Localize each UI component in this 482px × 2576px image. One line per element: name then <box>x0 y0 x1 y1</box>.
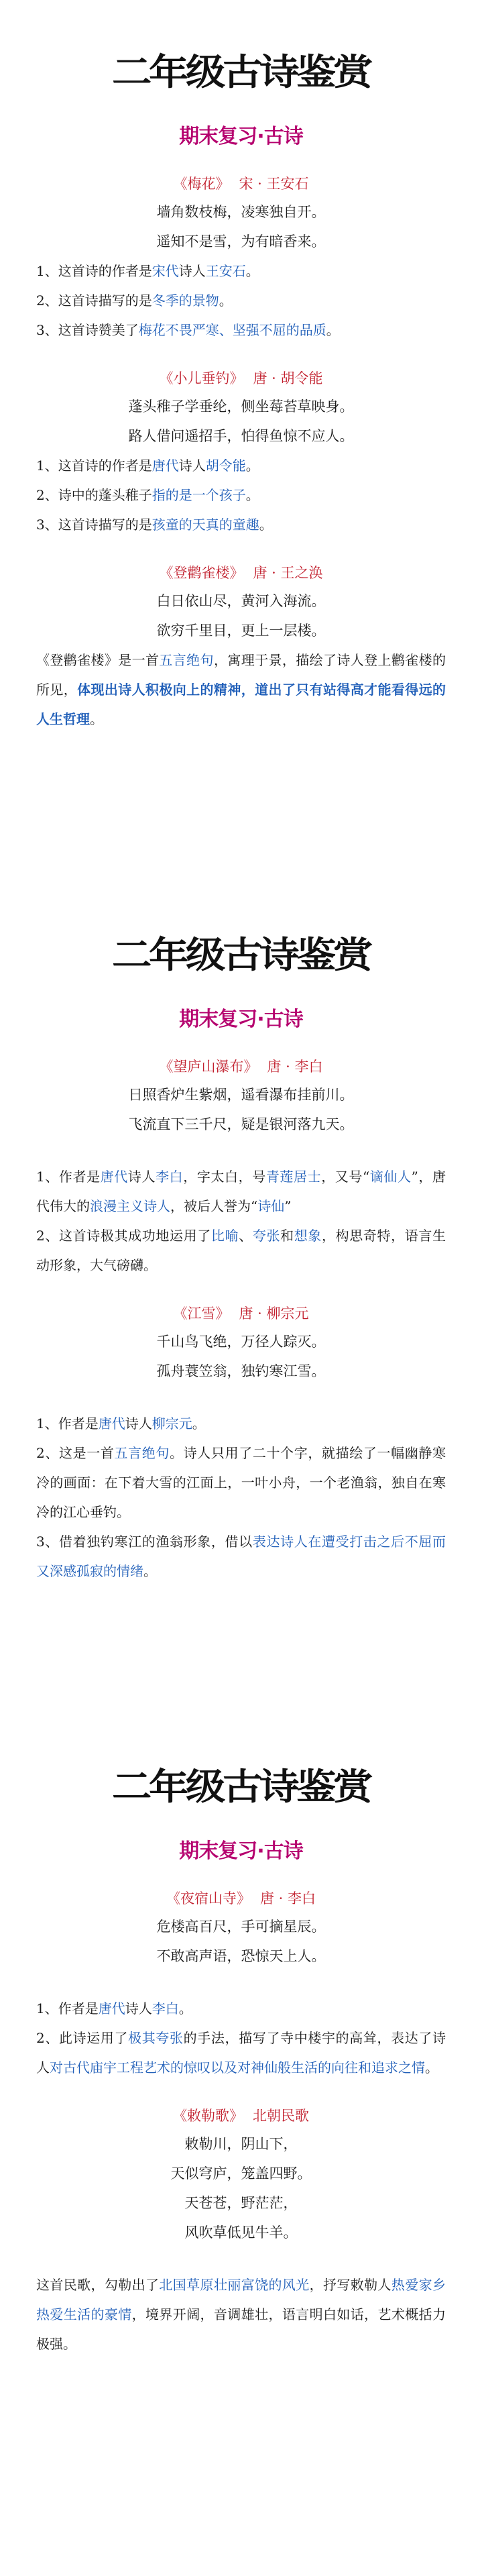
note-text: ，又号“ <box>321 1169 370 1185</box>
highlight-text: 浪漫主义诗人 <box>90 1198 170 1214</box>
note-text: 1、这首诗的作者是 <box>36 458 152 474</box>
poem-line: 千山鸟飞绝，万径人踪灭。 <box>156 1334 326 1350</box>
highlight-text: 唐代 <box>98 1415 125 1432</box>
note-paragraph <box>36 2023 446 2082</box>
note-text: 3、这首诗描写的是 <box>36 517 152 533</box>
section-subtitle: 期末复习·古诗 <box>179 1008 303 1031</box>
highlight-text: 胡令能 <box>205 458 246 474</box>
highlight-text: 宋代 <box>152 263 179 279</box>
poem-author: 北朝民歌 <box>253 2108 309 2124</box>
note-text: ，字太白，号 <box>183 1169 266 1185</box>
poem-line: 日照香炉生紫烟，遥看瀑布挂前川。 <box>128 1087 354 1103</box>
poem-heading <box>36 170 446 197</box>
poem-line: 蓬头稚子学垂纶，侧坐莓苔草映身。 <box>128 398 354 415</box>
note-paragraph <box>36 1409 446 1438</box>
spacer <box>36 2247 446 2270</box>
poem-line: 风吹草低见牛羊。 <box>184 2224 298 2241</box>
note-paragraph <box>36 510 446 539</box>
poem-author: 唐 · 李白 <box>267 1059 323 1075</box>
note-text: ” <box>284 1198 292 1214</box>
highlight-text: 谪仙人 <box>369 1169 412 1185</box>
note-text: 2、此诗运用了 <box>36 2030 129 2046</box>
poem-block <box>36 1300 446 1586</box>
note-text: 2、这是一首 <box>36 1445 115 1461</box>
note-text: ”，唐代伟大的 <box>36 1169 446 1214</box>
page-title: 二年级古诗鉴赏 <box>111 51 370 93</box>
page-title: 二年级古诗鉴赏 <box>111 934 370 976</box>
note-text: 诗人 <box>125 1415 152 1432</box>
highlight-text: 比喻 <box>210 1228 239 1244</box>
poem-block <box>36 365 446 539</box>
poem-block <box>36 170 446 345</box>
note-text: 这首民歌，勾勒出了 <box>36 2277 160 2293</box>
poem-name: 《登鹳雀楼》 <box>159 565 244 581</box>
highlight-text: 想象 <box>294 1228 322 1244</box>
poem-line: 危楼高百尺，手可摘星辰。 <box>156 1919 326 1935</box>
poem-line: 孤舟蓑笠翁，独钓寒江雪。 <box>156 1363 326 1379</box>
highlight-text: 五言绝句 <box>159 652 214 668</box>
note-paragraph <box>36 1527 446 1586</box>
note-text: 2、这首诗极其成功地运用了 <box>36 1228 211 1244</box>
highlight-text: 五言绝句 <box>114 1445 170 1461</box>
note-text: 。 <box>219 292 233 309</box>
poem-heading <box>36 1300 446 1327</box>
poem-heading <box>36 1885 446 1912</box>
note-text: 2、这首诗描写的是 <box>36 292 152 309</box>
note-text: 。诗人只用了二十个字，就描绘了一幅幽静寒冷的画面：在下着大雪的江面上，一叶小舟，一个老渔翁，独自在寒冷的江心垂钓。 <box>36 1445 446 1520</box>
note-text: 。 <box>245 458 259 474</box>
note-text: 《登鹳雀楼》是一首 <box>36 652 160 668</box>
note-text: 3、这首诗赞美了 <box>36 322 139 338</box>
poem-line: 遥知不是雪，为有暗香来。 <box>156 233 326 250</box>
note-paragraph <box>36 645 446 734</box>
highlight-text: 指的是一个孩子 <box>152 487 246 503</box>
poem-heading <box>36 365 446 392</box>
note-text: 。 <box>178 2000 192 2017</box>
note-text: ，抒写敕勒人 <box>309 2277 391 2293</box>
note-paragraph <box>36 480 446 510</box>
poem-author: 唐 · 李白 <box>259 1890 316 1907</box>
note-paragraph <box>36 2270 446 2359</box>
poem-line: 不敢高声语，恐惊天上人。 <box>156 1948 326 1964</box>
note-text: ，境界开阔，音调雄壮，语言明白如话，艺术概括力极强。 <box>36 2306 446 2352</box>
poem-list <box>36 170 446 734</box>
poem-list <box>36 1053 446 1586</box>
poem-line: 天似穹庐，笼盖四野。 <box>170 2165 312 2182</box>
highlight-text: 表达诗人在遭受打击之后不屈而又深感孤寂的情绪 <box>36 1534 446 1579</box>
highlight-text: 冬季的景物 <box>152 292 219 309</box>
poem-block <box>36 559 446 734</box>
note-text: 、 <box>239 1228 253 1244</box>
note-paragraph <box>36 315 446 345</box>
note-text: 。 <box>245 487 259 503</box>
note-paragraph <box>36 256 446 286</box>
note-paragraph <box>36 1438 446 1527</box>
page-title: 二年级古诗鉴赏 <box>111 1766 370 1808</box>
poem-line: 路人借问遥招手，怕得鱼惊不应人。 <box>128 428 354 444</box>
note-text: 。 <box>90 711 103 727</box>
poem-name: 《江雪》 <box>173 1305 230 1322</box>
poem-line: 欲穷千里目，更上一层楼。 <box>156 623 326 639</box>
note-text: 。 <box>192 1415 206 1432</box>
section-subtitle: 期末复习·古诗 <box>179 125 303 148</box>
note-text: 2、诗中的蓬头稚子 <box>36 487 152 503</box>
poem-author: 唐 · 胡令能 <box>253 370 323 386</box>
highlight-text: 唐代 <box>98 2000 125 2017</box>
poem-name: 《梅花》 <box>173 176 230 192</box>
highlight-text: 夸张 <box>252 1228 281 1244</box>
note-text: 3、借着独钓寒江的渔翁形象，借以 <box>36 1534 253 1550</box>
note-text: 。 <box>143 1563 157 1579</box>
section-subtitle: 期末复习·古诗 <box>179 1839 303 1863</box>
poem-name: 《夜宿山寺》 <box>166 1890 251 1907</box>
poem-heading <box>36 559 446 586</box>
note-text: 的手法，描写了寺中楼宇的高耸，表达了诗人 <box>36 2030 446 2076</box>
poem-list <box>36 1885 446 2359</box>
poem-block <box>36 1885 446 2082</box>
note-paragraph <box>36 1994 446 2023</box>
highlight-text: 青莲居士 <box>265 1169 322 1185</box>
poem-line: 墙角数枝梅，凌寒独自开。 <box>156 204 326 220</box>
highlight-text: 李白 <box>152 2000 179 2017</box>
highlight-text: 王安石 <box>205 263 246 279</box>
poem-block <box>36 2102 446 2359</box>
note-text: 诗人 <box>178 458 206 474</box>
note-text: 1、作者是 <box>36 1415 99 1432</box>
poem-name: 《望庐山瀑布》 <box>159 1059 258 1075</box>
note-paragraph <box>36 1221 446 1280</box>
section-2 <box>0 934 482 1586</box>
poem-heading <box>36 1053 446 1080</box>
note-paragraph <box>36 451 446 480</box>
poem-name: 《敕勒歌》 <box>173 2108 243 2124</box>
section-1 <box>0 51 482 734</box>
highlight-text: 唐代 <box>152 458 179 474</box>
highlight-text: 孩童的天真的童趣 <box>152 517 259 533</box>
note-paragraph <box>36 1162 446 1221</box>
highlight-text: 诗仙 <box>257 1198 285 1214</box>
note-text: 1、这首诗的作者是 <box>36 263 152 279</box>
note-text: 1、作者是 <box>36 1169 101 1185</box>
note-paragraph <box>36 286 446 315</box>
note-text: 。 <box>245 263 259 279</box>
highlight-text: 梅花不畏严寒、坚强不屈的品质 <box>138 322 326 338</box>
highlight-text: 北国草原壮丽富饶的风光 <box>159 2277 310 2293</box>
poem-author: 唐 · 王之涣 <box>253 565 323 581</box>
poem-block <box>36 1053 446 1280</box>
note-text: 和 <box>280 1228 294 1244</box>
spacer <box>36 1971 446 1994</box>
highlight-text: 体现出诗人积极向上的精神，道出了只有站得高才能看得远的人生哲理 <box>36 682 446 727</box>
section-3 <box>0 1766 482 2359</box>
highlight-text: 唐代 <box>100 1169 128 1185</box>
note-text: 诗人 <box>178 263 206 279</box>
note-text: 。 <box>326 322 340 338</box>
poem-author: 唐 · 柳宗元 <box>239 1305 309 1322</box>
highlight-text: 极其夸张 <box>128 2030 184 2046</box>
poem-name: 《小儿垂钓》 <box>159 370 244 386</box>
note-text: 。 <box>259 517 273 533</box>
poem-line: 天苍苍，野茫茫， <box>184 2195 298 2211</box>
poem-author: 宋 · 王安石 <box>239 176 309 192</box>
spacer <box>36 1139 446 1162</box>
highlight-text: 对古代庙宇工程艺术的惊叹以及对神仙般生活的向往和追求之情 <box>50 2059 425 2076</box>
poem-line: 飞流直下三千尺，疑是银河落九天。 <box>128 1116 354 1132</box>
note-text: 诗人 <box>125 2000 152 2017</box>
spacer <box>36 1386 446 1409</box>
highlight-text: 李白 <box>156 1169 184 1185</box>
poem-heading <box>36 2102 446 2129</box>
poem-line: 白日依山尽，黄河入海流。 <box>156 593 326 609</box>
note-text: 。 <box>425 2059 438 2076</box>
note-text: 诗人 <box>127 1169 156 1185</box>
note-text: 1、作者是 <box>36 2000 99 2017</box>
note-text: ，寓理于景，描绘了诗人登上鹳雀楼的所见， <box>36 652 446 698</box>
poem-line: 敕勒川，阴山下， <box>184 2136 298 2152</box>
note-text: ，被后人誉为“ <box>170 1198 258 1214</box>
highlight-text: 热爱家乡热爱生活的豪情 <box>36 2277 446 2322</box>
note-text: ，构思奇特，语言生动形象，大气磅礴。 <box>36 1228 446 1273</box>
highlight-text: 柳宗元 <box>152 1415 192 1432</box>
